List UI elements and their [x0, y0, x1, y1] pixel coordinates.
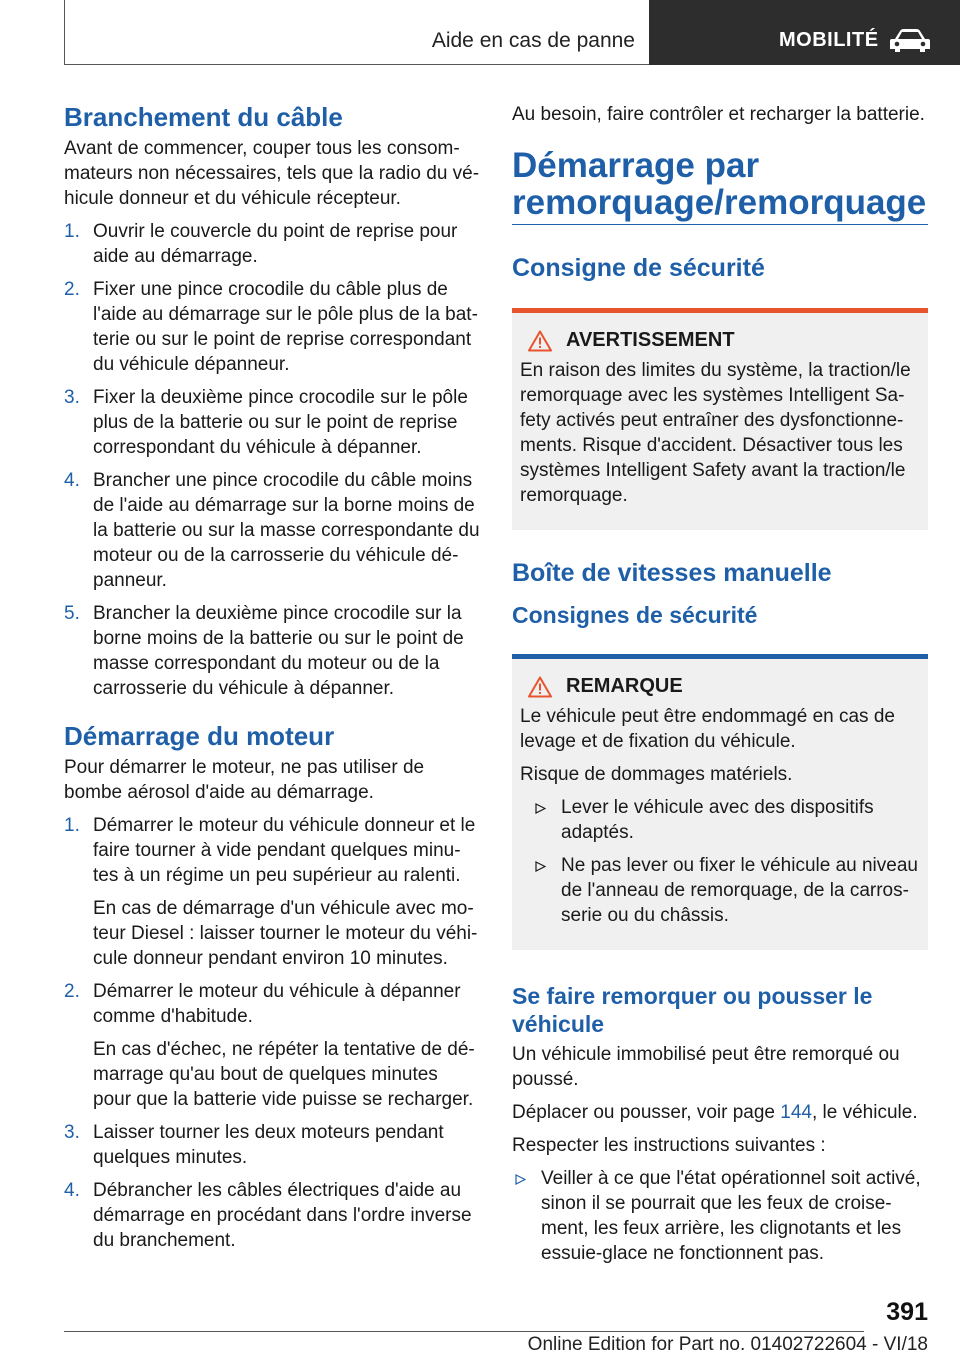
footer-edition: Online Edition for Part no. 01402722604 - VI/18 — [527, 1334, 928, 1355]
heading-safety-instructions: Consignes de sécurité — [512, 602, 758, 628]
tow-paragraph-1: Un véhicule immobilisé peut être remorqué ou poussé. — [512, 1044, 900, 1090]
notice-text: Le véhicule peut être endommagé en cas de levage et de fixation du véhicule. — [520, 706, 895, 752]
start-steps-list — [64, 813, 480, 1253]
bullet-text: Veiller à ce que l'état opérationnel soit activé, sinon il se pourrait que les feux de croise-ment, les feux arrière, les clignotants et les essuie-glace ne fonctionnent pas. — [541, 1168, 921, 1264]
step-text: Fixer une pince crocodile du câble plus de l'aide au démarrage sur le pôle plus de la bat-terie ou sur le point de reprise correspondant du véhicule dépanneur. — [93, 279, 478, 375]
notice-title-text: REMARQUE — [566, 675, 683, 697]
step-number: 2. — [64, 279, 80, 300]
step-text: Brancher une pince crocodile du câble moins de l'aide au démarrage sur la borne moins de la batterie ou sur la masse correspondante du moteur ou de la carrosserie du véhicule dé-panneur. — [93, 470, 480, 591]
header-left-rule — [64, 0, 65, 64]
step-text: Démarrer le moteur du véhicule donneur et le faire tourner à vide pendant quelques minu-tes à un régime un peu supérieur au ralenti. — [93, 815, 476, 886]
cable-intro: Avant de commencer, couper tous les consom-mateurs non nécessaires, tels que la radio du vé-hicule donneur et du véhicule récepteur. — [64, 138, 480, 209]
heading-cable-connection: Branchement du câble — [64, 102, 343, 132]
list-item — [512, 1166, 928, 1266]
page-number: 391 — [886, 1298, 928, 1326]
header-section-title: Aide en cas de panne — [431, 29, 635, 52]
list-item — [64, 277, 480, 377]
tow-paragraph-3: Respecter les instructions suivantes : — [512, 1135, 826, 1156]
list-item — [64, 1120, 480, 1170]
list-item — [64, 219, 480, 269]
heading-tow-push: Se faire remorquer ou pousser le véhicule — [512, 983, 873, 1037]
warning-box — [512, 308, 928, 530]
step-text: Démarrer le moteur du véhicule à dépanner comme d'habitude. — [93, 981, 461, 1027]
step-number: 2. — [64, 981, 80, 1002]
step-number: 5. — [64, 603, 80, 624]
warning-text: En raison des limites du système, la traction/le remorquage avec les systèmes Intelligent Sa-fety activés peut entraîner des dysfonctionne-ments. Risque d'accident. Désactiver tous les systèmes Intelligent Safety avant la traction/le remorquage. — [520, 360, 911, 506]
bullet-triangle-icon — [535, 803, 546, 814]
list-item — [64, 979, 480, 1112]
list-item — [64, 468, 480, 593]
bullet-text: Ne pas lever ou fixer le véhicule au niveau de l'anneau de remorquage, de la carros-serie ou du châssis. — [561, 855, 918, 926]
list-item — [520, 853, 918, 928]
car-icon — [889, 26, 931, 54]
step-number: 4. — [64, 470, 80, 491]
list-item — [64, 385, 480, 460]
notice-risk: Risque de dommages matériels. — [520, 764, 793, 785]
heading-manual-gearbox: Boîte de vitesses manuelle — [512, 559, 832, 587]
step-number: 3. — [64, 1122, 80, 1143]
notice-title — [520, 675, 918, 698]
list-item — [64, 1178, 480, 1253]
warning-title — [520, 329, 918, 352]
footer-rule — [64, 1331, 864, 1332]
tow-paragraph-2 — [512, 1100, 928, 1125]
tow-ref-suffix: , le véhicule. — [811, 1102, 918, 1123]
tow-bullets — [512, 1166, 928, 1266]
step-subtext: En cas d'échec, ne répéter la tentative de dé-marrage qu'au bout de quelques minutes pour que la batterie vide puisse se recharger. — [93, 1039, 475, 1110]
warning-triangle-icon — [528, 330, 552, 352]
step-text: Débrancher les câbles électriques d'aide au démarrage en procédant dans l'ordre inverse du branchement. — [93, 1180, 472, 1251]
step-text: Fixer la deuxième pince crocodile sur le pôle plus de la batterie ou sur le point de reprise correspondant du véhicule à dépanner. — [93, 387, 468, 458]
cable-steps-list — [64, 219, 480, 701]
bullet-text: Lever le véhicule avec des dispositifs adaptés. — [561, 797, 874, 843]
battery-note: Au besoin, faire contrôler et recharger la batterie. — [512, 104, 925, 125]
heading-engine-start: Démarrage du moteur — [64, 721, 335, 751]
header-bottom-rule — [64, 64, 649, 65]
warning-triangle-icon — [528, 676, 552, 698]
step-number: 4. — [64, 1180, 80, 1201]
step-number: 1. — [64, 815, 80, 836]
page-link[interactable]: 144 — [780, 1102, 812, 1123]
heading-towing: Démarrage par remorquage/remorquage — [512, 147, 928, 225]
bullet-triangle-icon — [535, 861, 546, 872]
notice-bullets — [520, 795, 918, 928]
step-text: Ouvrir le couvercle du point de reprise pour aide au démarrage. — [93, 221, 458, 267]
step-text: Laisser tourner les deux moteurs pendant quelques minutes. — [93, 1122, 444, 1168]
list-item — [520, 795, 918, 845]
left-column — [64, 102, 480, 1261]
list-item — [64, 601, 480, 701]
header-chapter-tab[interactable] — [649, 0, 960, 65]
list-item — [64, 813, 480, 971]
bullet-triangle-icon — [515, 1174, 526, 1185]
header-chapter-label: MOBILITÉ — [779, 29, 879, 51]
warning-title-text: AVERTISSEMENT — [566, 329, 735, 351]
tow-ref-prefix: Déplacer ou pousser, voir page — [512, 1102, 781, 1123]
right-column — [512, 102, 928, 1274]
step-number: 1. — [64, 221, 80, 242]
heading-safety: Consigne de sécurité — [512, 254, 765, 282]
step-number: 3. — [64, 387, 80, 408]
step-subtext: En cas de démarrage d'un véhicule avec mo-teur Diesel : laisser tourner le moteur du véhi-cule donneur pendant environ 10 minutes. — [93, 898, 478, 969]
start-intro: Pour démarrer le moteur, ne pas utiliser de bombe aérosol d'aide au démarrage. — [64, 757, 425, 803]
step-text: Brancher la deuxième pince crocodile sur la borne moins de la batterie ou sur le point de masse correspondant du moteur ou de la carrosserie du véhicule à dépanner. — [93, 603, 464, 699]
notice-box — [512, 654, 928, 950]
